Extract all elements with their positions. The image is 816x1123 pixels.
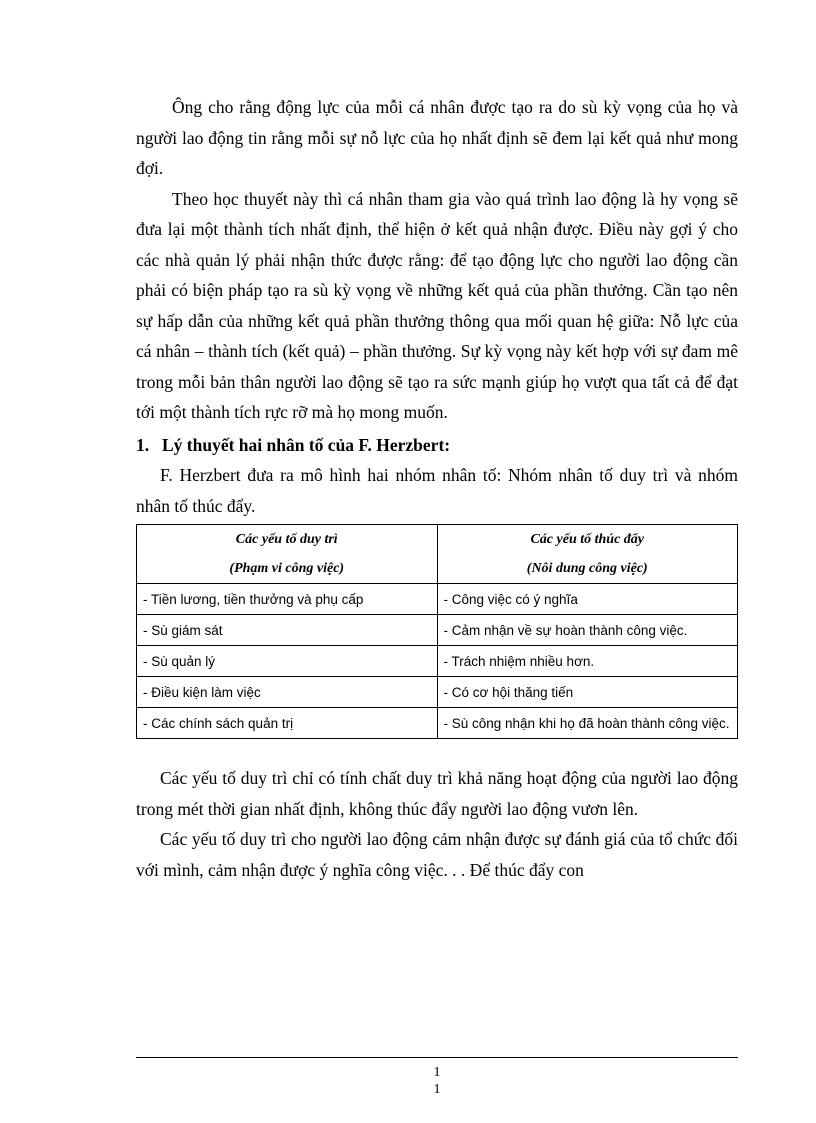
table-row xyxy=(137,615,738,646)
section-title: Lý thuyết hai nhân tố của F. Herzbert: xyxy=(162,434,451,455)
page-number-secondary: 1 xyxy=(433,1082,441,1097)
table-cell: - Các chính sách quản trị xyxy=(137,708,438,739)
table-cell: - Có cơ hội thăng tiến xyxy=(437,677,738,708)
table-row xyxy=(137,677,738,708)
factors-table xyxy=(136,524,738,739)
column-header-hygiene-subtitle: (Phạm vi công việc) xyxy=(229,561,345,576)
paragraph-expectancy-1: Ông cho rằng động lực của mỗi cá nhân được tạo ra do sù kỳ vọng của họ và người lao động tin rằng mỗi sự nỗ lực của họ nhất định sẽ đem lại kết quả như mong đợi. xyxy=(136,97,738,178)
column-header-hygiene-title: Các yếu tố duy trì xyxy=(235,532,338,547)
section-number: 1. xyxy=(136,434,150,455)
page-number: 1 xyxy=(433,1065,441,1080)
table-cell: - Trách nhiệm nhiều hơn. xyxy=(437,646,738,677)
table-cell: - Cảm nhận về sự hoàn thành công việc. xyxy=(437,615,738,646)
section-heading xyxy=(136,430,738,461)
column-header-motivators-title: Các yếu tố thúc đẩy xyxy=(530,532,645,547)
column-header-motivators-subtitle: (Nôi dung công việc) xyxy=(526,561,648,576)
table-cell: - Sù công nhận khi họ đã hoàn thành công việc. xyxy=(437,708,738,739)
table-cell: - Điều kiện làm việc xyxy=(137,677,438,708)
table-cell: - Sù giám sát xyxy=(137,615,438,646)
paragraph-intro: F. Herzbert đưa ra mô hình hai nhóm nhân tố: Nhóm nhân tố duy trì và nhóm nhân tố thúc đẩy. xyxy=(136,465,738,516)
table-cell: - Sù quản lý xyxy=(137,646,438,677)
table-row xyxy=(137,708,738,739)
document-page xyxy=(136,92,738,885)
table-row xyxy=(137,584,738,615)
table-cell: - Công việc có ý nghĩa xyxy=(437,584,738,615)
column-header-motivators xyxy=(437,525,738,584)
table-header-row xyxy=(137,525,738,584)
footer-divider xyxy=(136,1057,738,1058)
table-row xyxy=(137,646,738,677)
paragraph-hygiene-2: Các yếu tố duy trì cho người lao động cảm nhận được sự đánh giá của tổ chức đối với mình, cảm nhận được ý nghĩa công việc. . . Để thúc đẩy con xyxy=(136,829,738,880)
body-after-table xyxy=(136,763,738,885)
column-header-hygiene xyxy=(137,525,438,584)
paragraph-hygiene-1: Các yếu tố duy trì chỉ có tính chất duy trì khả năng hoạt động của người lao động trong mét thời gian nhất định, không thúc đẩy người lao động vươn lên. xyxy=(136,768,738,819)
paragraph-expectancy-2: Theo học thuyết này thì cá nhân tham gia vào quá trình lao động là hy vọng sẽ đưa lại một thành tích nhất định, thể hiện ở kết quả nhận được. Điều này gợi ý cho các nhà quản lý phải nhận thức được rằng: để tạo động lực cho người lao động cần phải có biện pháp tạo ra sù kỳ vọng về những kết quả của phần thưởng. Cần tạo nên sự hấp dẫn của những kết quả phần thưởng thông qua mối quan hệ giữa: Nỗ lực của cá nhân – thành tích (kết quả) – phần thưởng. Sự kỳ vọng này kết hợp với sự đam mê trong mỗi bản thân người lao động sẽ tạo ra sức mạnh giúp họ vượt qua tất cả để đạt tới một thành tích rực rỡ mà họ mong muốn. xyxy=(136,188,738,422)
table-cell: - Tiền lương, tiền thưởng và phụ cấp xyxy=(137,584,438,615)
